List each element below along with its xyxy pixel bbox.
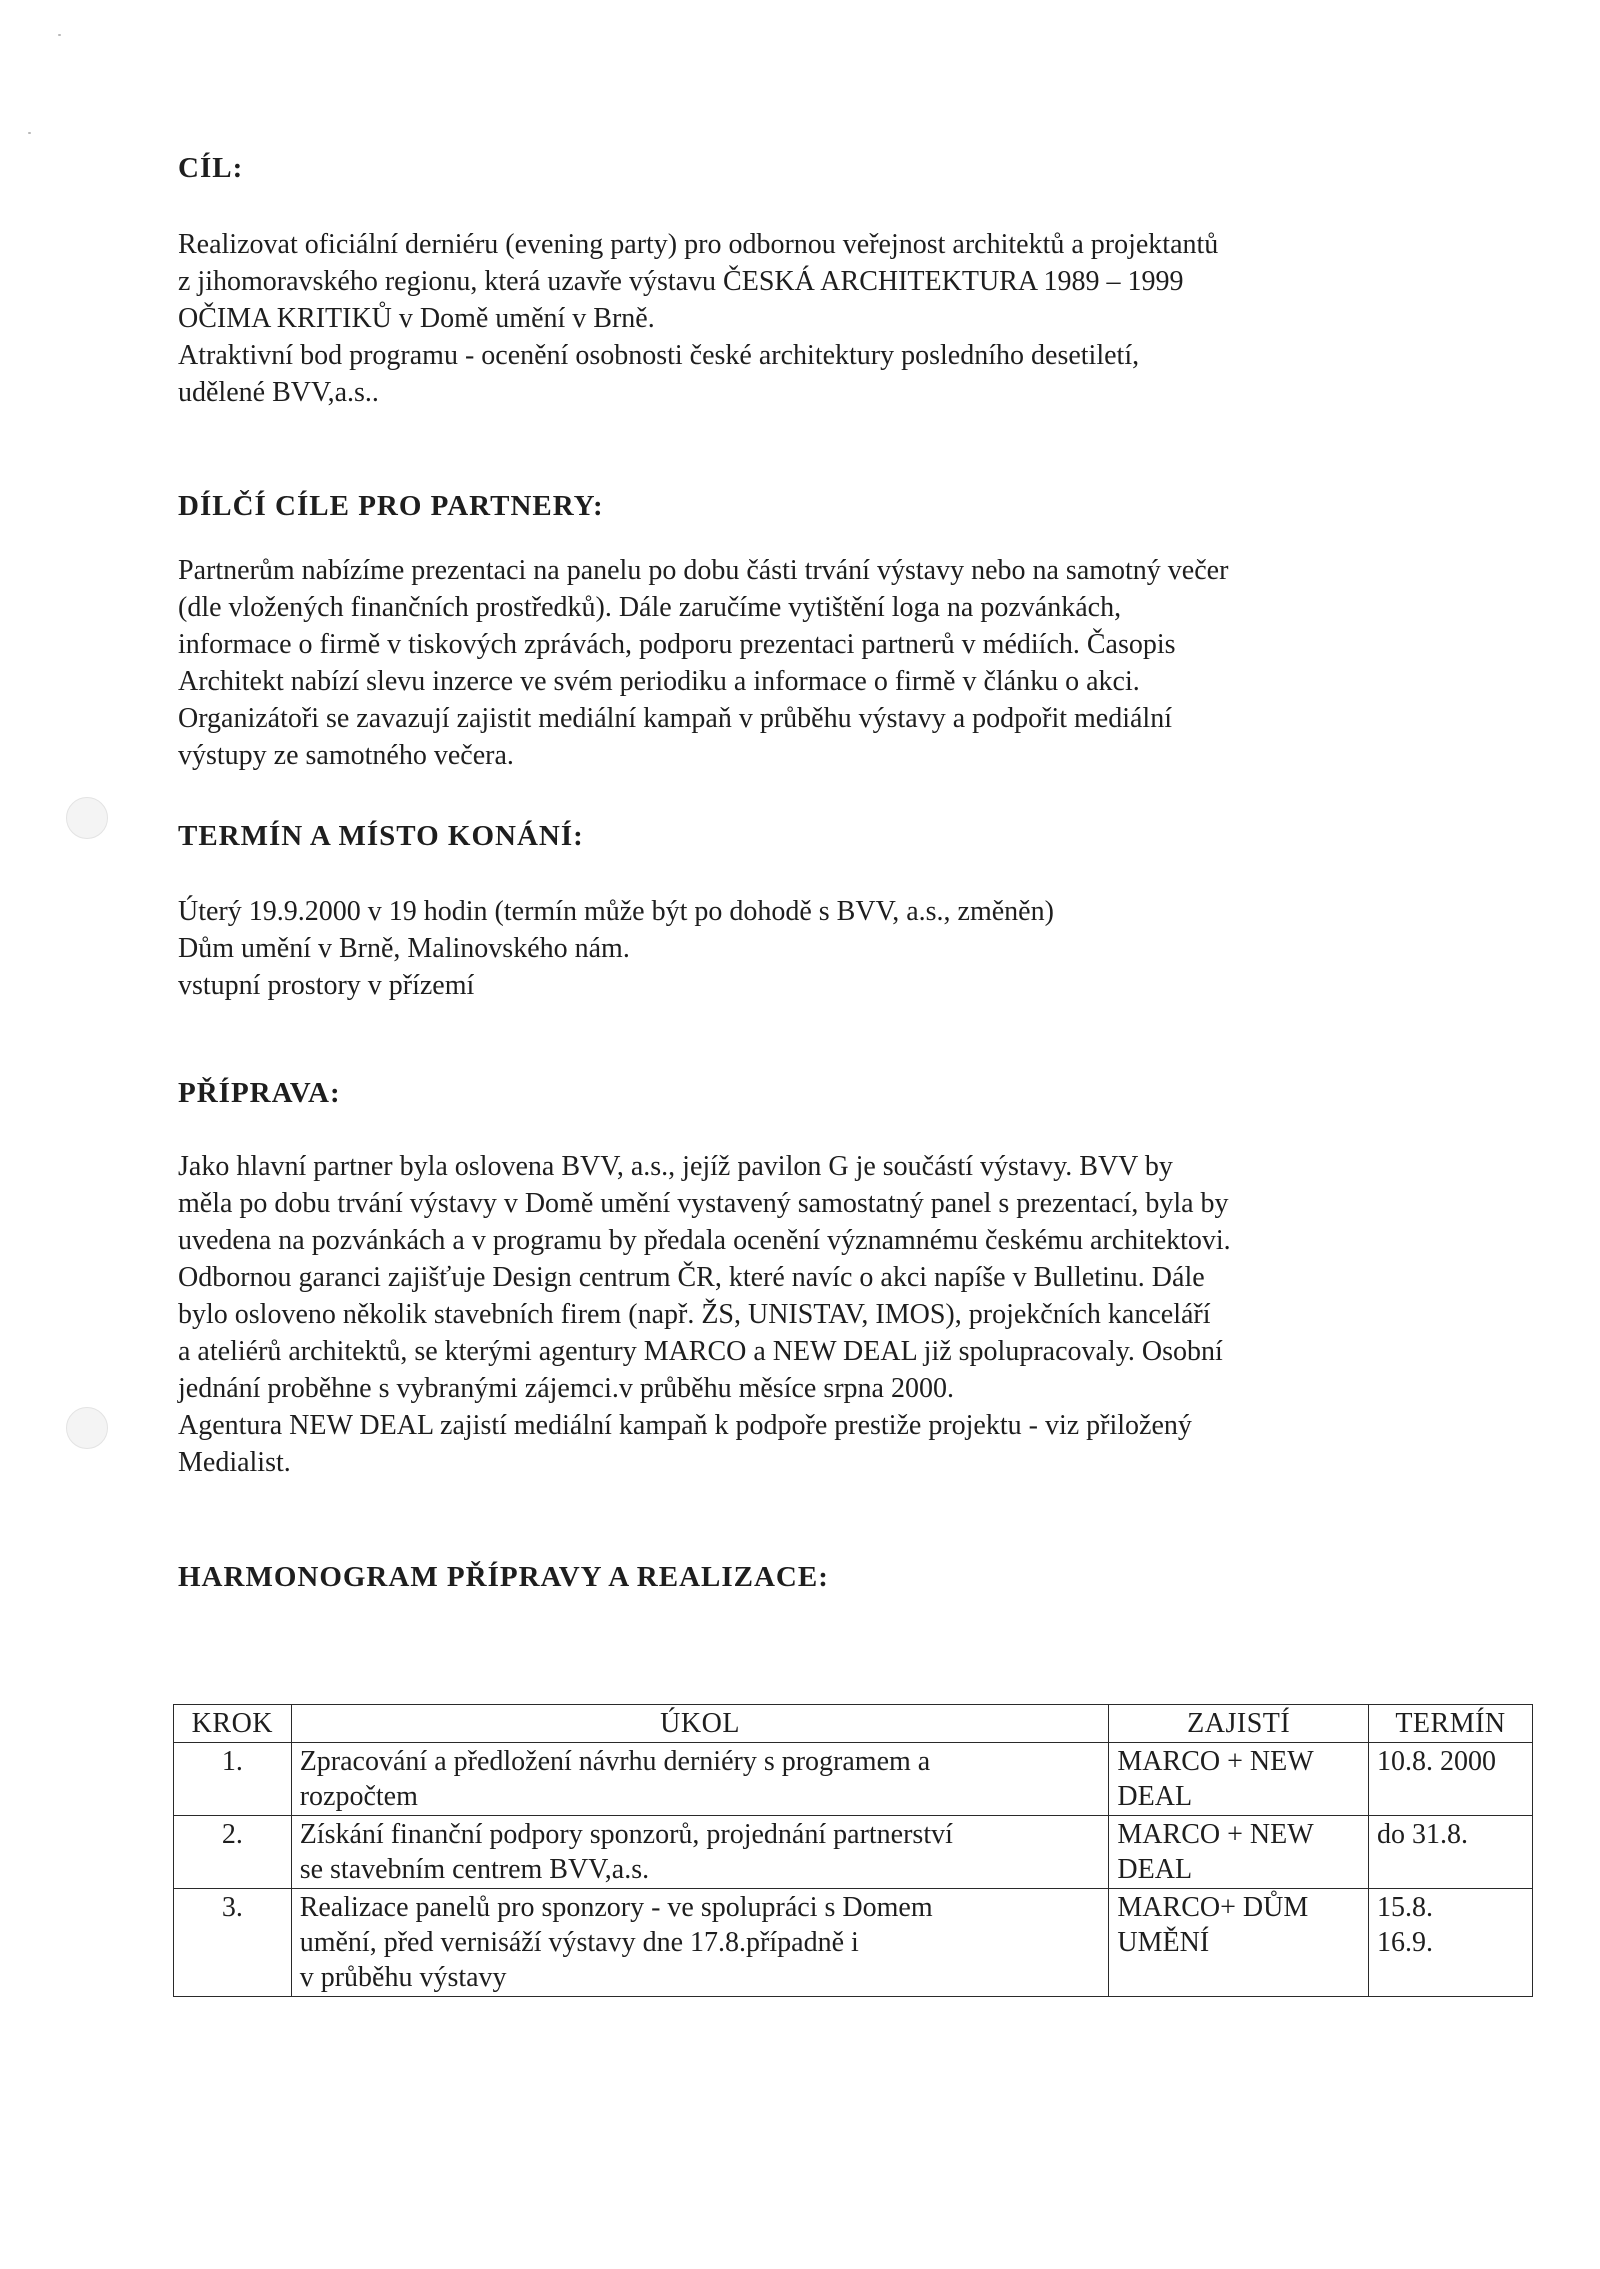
text-line: uvedena na pozvánkách a v programu by předala ocenění významnému českému architektovi. bbox=[178, 1225, 1231, 1256]
cell-text-line: se stavebním centrem BVV,a.s. bbox=[299, 1854, 650, 1885]
cell-text-line: Získání finanční podpory sponzorů, projednání partnerství bbox=[299, 1819, 953, 1850]
text-line: Atraktivní bod programu - ocenění osobnosti české architektury posledního desetiletí, bbox=[178, 340, 1140, 371]
cell-text-line: Realizace panelů pro sponzory - ve spolupráci s Domem bbox=[299, 1892, 933, 1923]
column-header-zajisti: ZAJISTÍ bbox=[1109, 1705, 1369, 1743]
cell-text-line: 16.9. bbox=[1377, 1927, 1433, 1958]
text-line: bylo osloveno několik stavebních firem (např. ŽS, UNISTAV, IMOS), projekčních kanceláří bbox=[178, 1299, 1211, 1330]
text-line: měla po dobu trvání výstavy v Domě umění vystavený samostatný panel s prezentací, byla by bbox=[178, 1188, 1229, 1219]
text-line: Odbornou garanci zajišťuje Design centrum ČR, které navíc o akci napíše v Bulletinu. Dále bbox=[178, 1262, 1205, 1293]
text-line: (dle vložených finančních prostředků). Dále zaručíme vytištění loga na pozvánkách, bbox=[178, 592, 1122, 623]
text-line: jednání proběhne s vybranými zájemci.v průběhu měsíce srpna 2000. bbox=[178, 1373, 954, 1404]
cell-ukol bbox=[291, 1743, 1109, 1816]
cell-text-line: MARCO + NEW bbox=[1117, 1746, 1314, 1777]
cell-text-line: umění, před vernisáží výstavy dne 17.8.případně i bbox=[299, 1927, 859, 1958]
cell-text-line: 10.8. 2000 bbox=[1377, 1746, 1496, 1777]
cell-krok: 2. bbox=[174, 1816, 292, 1889]
paragraph-termin bbox=[178, 893, 1408, 1004]
cell-text-line: do 31.8. bbox=[1377, 1819, 1468, 1850]
cell-text-line: MARCO+ DŮM bbox=[1117, 1892, 1309, 1923]
text-line: OČIMA KRITIKŮ v Domě umění v Brně. bbox=[178, 303, 655, 334]
cell-ukol bbox=[291, 1816, 1109, 1889]
cell-termin bbox=[1369, 1816, 1533, 1889]
heading-dilci-cile: DÍLČÍ CÍLE PRO PARTNERY: bbox=[178, 490, 604, 522]
cell-text-line: 15.8. bbox=[1377, 1892, 1433, 1923]
cell-text-line: DEAL bbox=[1117, 1781, 1193, 1812]
cell-text-line: v průběhu výstavy bbox=[299, 1962, 507, 1993]
column-header-ukol: ÚKOL bbox=[291, 1705, 1109, 1743]
table-row bbox=[174, 1816, 1533, 1889]
cell-krok: 3. bbox=[174, 1889, 292, 1997]
table-row bbox=[174, 1889, 1533, 1997]
heading-priprava: PŘÍPRAVA: bbox=[178, 1077, 341, 1109]
cell-krok: 1. bbox=[174, 1743, 292, 1816]
text-line: Architekt nabízí slevu inzerce ve svém periodiku a informace o firmě v článku o akci. bbox=[178, 666, 1140, 697]
heading-termin: TERMÍN A MÍSTO KONÁNÍ: bbox=[178, 820, 584, 852]
text-line: Partnerům nabízíme prezentaci na panelu po dobu části trvání výstavy nebo na samotný večer bbox=[178, 555, 1229, 586]
text-line: Medialist. bbox=[178, 1447, 291, 1478]
text-line: z jihomoravského regionu, která uzavře výstavu ČESKÁ ARCHITEKTURA 1989 – 1999 bbox=[178, 266, 1184, 297]
paragraph-priprava bbox=[178, 1148, 1408, 1481]
column-header-termin: TERMÍN bbox=[1369, 1705, 1533, 1743]
cell-text-line: Zpracování a předložení návrhu derniéry s programem a bbox=[299, 1746, 931, 1777]
cell-zajisti bbox=[1109, 1889, 1369, 1997]
text-line: Úterý 19.9.2000 v 19 hodin (termín může být po dohodě s BVV, a.s., změněn) bbox=[178, 896, 1054, 927]
table-row bbox=[174, 1743, 1533, 1816]
text-line: výstupy ze samotného večera. bbox=[178, 740, 514, 771]
cell-termin bbox=[1369, 1743, 1533, 1816]
cell-zajisti bbox=[1109, 1816, 1369, 1889]
text-line: Jako hlavní partner byla oslovena BVV, a.s., jejíž pavilon G je součástí výstavy. BVV by bbox=[178, 1151, 1173, 1182]
scan-speck bbox=[58, 34, 61, 36]
heading-cil: CÍL: bbox=[178, 152, 244, 184]
text-line: a ateliérů architektů, se kterými agentury MARCO a NEW DEAL již spolupracovaly. Osobní bbox=[178, 1336, 1223, 1367]
paragraph-cil bbox=[178, 226, 1408, 411]
table-header-row bbox=[174, 1705, 1533, 1743]
cell-text-line: MARCO + NEW bbox=[1117, 1819, 1314, 1850]
text-line: Dům umění v Brně, Malinovského nám. bbox=[178, 933, 630, 964]
cell-text-line: rozpočtem bbox=[299, 1781, 418, 1812]
cell-text-line: UMĚNÍ bbox=[1117, 1927, 1210, 1958]
heading-harmonogram: HARMONOGRAM PŘÍPRAVY A REALIZACE: bbox=[178, 1561, 829, 1593]
cell-termin bbox=[1369, 1889, 1533, 1997]
text-line: Agentura NEW DEAL zajistí mediální kampaň k podpoře prestiže projektu - viz přiložený bbox=[178, 1410, 1192, 1441]
scan-speck bbox=[28, 132, 31, 134]
text-line: informace o firmě v tiskových zprávách, podporu prezentaci partnerů v médiích. Časopis bbox=[178, 629, 1176, 660]
paragraph-dilci-cile bbox=[178, 552, 1408, 774]
text-line: Realizovat oficiální derniéru (evening party) pro odbornou veřejnost architektů a projektantů bbox=[178, 229, 1219, 260]
text-line: vstupní prostory v přízemí bbox=[178, 970, 475, 1001]
cell-text-line: DEAL bbox=[1117, 1854, 1193, 1885]
punch-hole-lower bbox=[66, 1407, 108, 1449]
cell-ukol bbox=[291, 1889, 1109, 1997]
column-header-krok: KROK bbox=[174, 1705, 292, 1743]
text-line: Organizátoři se zavazují zajistit mediální kampaň v průběhu výstavy a podpořit mediální bbox=[178, 703, 1172, 734]
text-line: udělené BVV,a.s.. bbox=[178, 377, 379, 408]
harmonogram-table bbox=[173, 1704, 1533, 1997]
punch-hole-upper bbox=[66, 797, 108, 839]
cell-zajisti bbox=[1109, 1743, 1369, 1816]
